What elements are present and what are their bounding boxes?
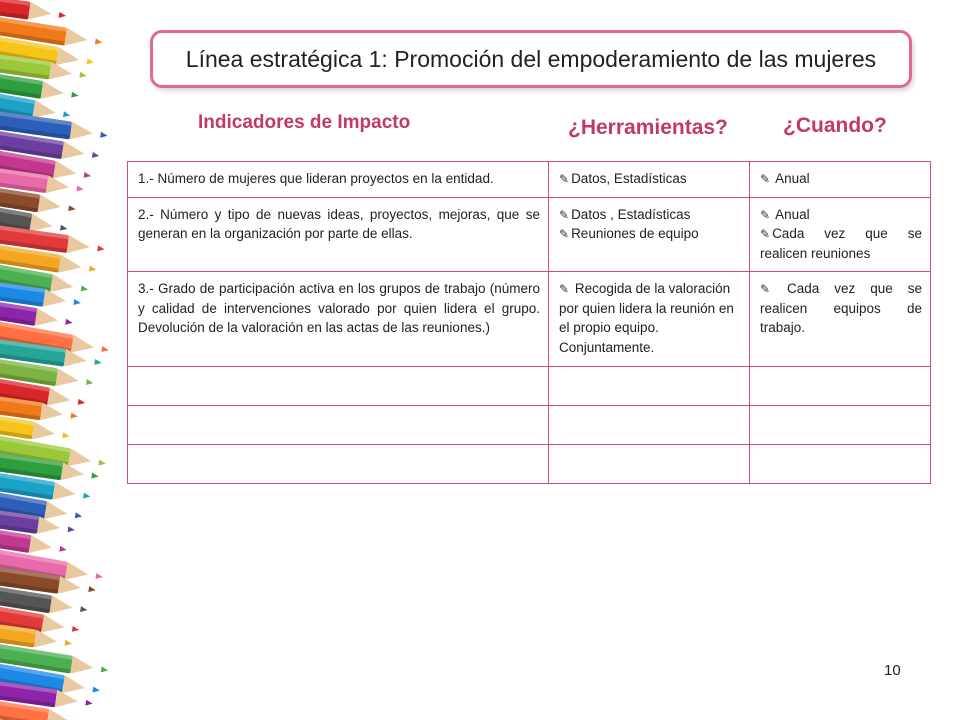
pencil-bullet-icon: ✎: [760, 172, 771, 186]
header-indicadores: Indicadores de Impacto: [198, 112, 411, 133]
pencil-bullet-icon: ✎: [760, 207, 771, 222]
when-cell: ✎ Cada vez que se realicen equipos de trabajo.: [750, 272, 931, 366]
table-row: [128, 197, 931, 272]
empty-cell: [128, 444, 549, 483]
tools-cell: ✎ Datos , Estadísticas ✎ Reuniones de equipo: [549, 197, 750, 272]
tools-cell: ✎ Recogida de la valoración por quien lidera la reunión en el propio equipo. Conjuntamente.: [549, 272, 750, 366]
header-cuando: ¿Cuando?: [783, 114, 887, 137]
empty-cell: [549, 444, 750, 483]
when-cell: ✎ Anual ✎ Cada vez que se realicen reuniones: [750, 197, 931, 272]
pencil-decoration: [0, 0, 31, 20]
pencil-bullet-icon: ✎: [559, 172, 570, 186]
empty-cell: [549, 405, 750, 444]
empty-cell: [750, 444, 931, 483]
pencil-bullet-icon: ✎: [559, 207, 570, 222]
empty-cell: [750, 366, 931, 405]
indicator-cell: 3.- Grado de participación activa en los grupos de trabajo (número y calidad de intervenciones valorado por quien lidera el grupo. Devolución de la valoración en las actas de las reuniones.): [128, 272, 549, 366]
pencil-bullet-icon: ✎: [760, 282, 771, 297]
pencil-bullet-icon: ✎: [559, 282, 570, 297]
empty-cell: [750, 405, 931, 444]
empty-cell: [128, 366, 549, 405]
indicator-cell: 1.- Número de mujeres que lideran proyectos en la entidad.: [128, 162, 549, 198]
table-row: [128, 272, 931, 366]
pencil-bullet-icon: ✎: [559, 227, 570, 242]
empty-cell: [128, 405, 549, 444]
empty-row: [128, 444, 931, 483]
tools-cell: ✎ Datos, Estadísticas: [549, 162, 750, 198]
empty-row: [128, 366, 931, 405]
empty-row: [128, 405, 931, 444]
header-herramientas: ¿Herramientas?: [568, 116, 728, 139]
empty-cell: [549, 366, 750, 405]
indicator-cell: 2.- Número y tipo de nuevas ideas, proyectos, mejoras, que se generan en la organización por parte de ellas.: [128, 197, 549, 272]
page-number: 10: [884, 662, 901, 679]
when-cell: ✎ Anual: [750, 162, 931, 198]
table-row: [128, 162, 931, 198]
pencil-bullet-icon: ✎: [760, 227, 771, 242]
indicators-table: [127, 161, 931, 484]
page-title: Línea estratégica 1: Promoción del empoderamiento de las mujeres: [150, 30, 912, 88]
